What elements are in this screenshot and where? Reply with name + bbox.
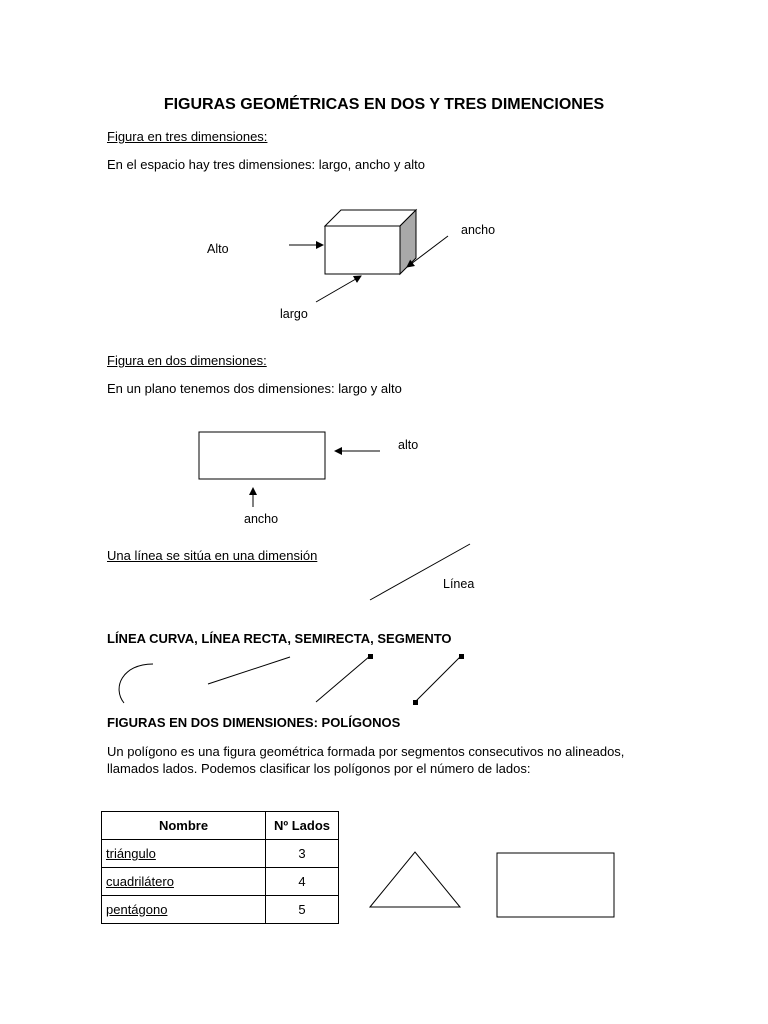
label-alto-2d: alto bbox=[398, 438, 419, 452]
segment-endpoint-end bbox=[459, 654, 464, 659]
cell-sides: 5 bbox=[266, 896, 339, 924]
rectangle-2d bbox=[199, 432, 325, 479]
label-linea: Línea bbox=[443, 577, 475, 591]
label-ancho-2d: ancho bbox=[244, 512, 279, 526]
straight-line bbox=[208, 657, 290, 684]
segment-endpoint-start bbox=[413, 700, 418, 705]
segment-line bbox=[415, 656, 461, 702]
header-nombre: Nombre bbox=[102, 812, 266, 840]
quadrilateral-shape bbox=[497, 853, 614, 917]
arrow-largo-3d bbox=[316, 276, 361, 302]
cell-name: triángulo bbox=[102, 840, 266, 868]
polygons-paragraph-line2: llamados lados. Podemos clasificar los polígonos por el número de lados: bbox=[107, 761, 531, 776]
cell-sides: 3 bbox=[266, 840, 339, 868]
ray-line bbox=[316, 656, 370, 702]
heading-2d: Figura en dos dimensiones: bbox=[107, 353, 267, 368]
heading-polygons: FIGURAS EN DOS DIMENSIONES: POLÍGONOS bbox=[107, 715, 401, 730]
text-2d: En un plano tenemos dos dimensiones: largo y alto bbox=[107, 381, 402, 396]
label-largo-3d: largo bbox=[280, 307, 308, 321]
polygons-table bbox=[101, 811, 339, 924]
box-front-face bbox=[325, 226, 400, 274]
table-row bbox=[102, 868, 339, 896]
cell-sides: 4 bbox=[266, 868, 339, 896]
heading-3d: Figura en tres dimensiones: bbox=[107, 129, 268, 144]
line-1d bbox=[370, 544, 470, 600]
heading-lines: LÍNEA CURVA, LÍNEA RECTA, SEMIRECTA, SEGMENTO bbox=[107, 631, 452, 646]
label-ancho-3d: ancho bbox=[461, 223, 496, 237]
box-3d bbox=[325, 210, 416, 274]
curved-line bbox=[119, 664, 153, 703]
polygons-paragraph-line1: Un polígono es una figura geométrica formada por segmentos consecutivos no alineados, bbox=[107, 744, 625, 759]
triangle-shape bbox=[370, 852, 460, 907]
cell-name: pentágono bbox=[102, 896, 266, 924]
table-row bbox=[102, 840, 339, 868]
text-3d: En el espacio hay tres dimensiones: largo, ancho y alto bbox=[107, 157, 425, 172]
table-header-row bbox=[102, 812, 339, 840]
header-lados: Nº Lados bbox=[266, 812, 339, 840]
ray-endpoint bbox=[368, 654, 373, 659]
cell-name: cuadrilátero bbox=[102, 868, 266, 896]
heading-1d: Una línea se sitúa en una dimensión bbox=[107, 548, 318, 563]
table-row bbox=[102, 896, 339, 924]
page-title: FIGURAS GEOMÉTRICAS EN DOS Y TRES DIMENCIONES bbox=[163, 96, 605, 113]
label-alto-3d: Alto bbox=[207, 242, 229, 256]
